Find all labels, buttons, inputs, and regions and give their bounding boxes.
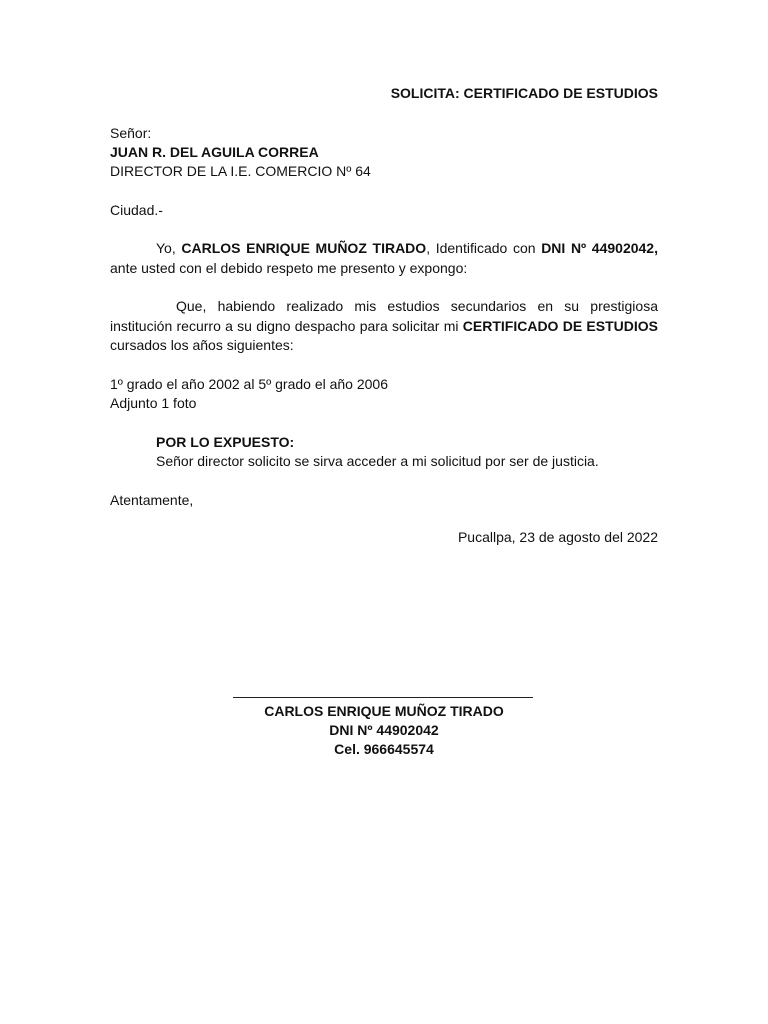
body-text-2: cursados los años siguientes: <box>110 337 294 353</box>
signature-dni: DNI Nº 44902042 <box>329 722 439 738</box>
intro-dni: DNI Nº 44902042, <box>541 240 658 256</box>
city-line: Ciudad.- <box>110 202 163 218</box>
intro-text-2: , Identificado con <box>426 240 542 256</box>
signature-line <box>233 697 533 698</box>
subject-line: SOLICITA: CERTIFICADO DE ESTUDIOS <box>390 85 658 101</box>
recipient-name: JUAN R. DEL AGUILA CORREA <box>110 144 319 160</box>
body-certificate: CERTIFICADO DE ESTUDIOS <box>462 317 658 334</box>
expuesto-heading: POR LO EXPUESTO: <box>156 434 295 450</box>
salutation: Señor: <box>110 125 152 141</box>
date-place: Pucallpa, 23 de agosto del 2022 <box>457 529 658 545</box>
intro-paragraph <box>110 239 658 278</box>
intro-text-3: ante usted con el debido respeto me presento y expongo: <box>110 259 468 276</box>
signature-cel: Cel. 966645574 <box>334 741 434 757</box>
body-text-1: Que, habiendo realizado mis estudios secundarios en su prestigiosa institución recurro a su digno despacho para solicitar mi <box>110 298 658 334</box>
expuesto-text: Señor director solicito se sirva acceder a mi solicitud por ser de justicia. <box>156 453 599 469</box>
closing-line: Atentamente, <box>110 492 194 508</box>
intro-text-1: Yo, <box>156 240 182 256</box>
intro-applicant-name: CARLOS ENRIQUE MUÑOZ TIRADO <box>181 240 427 256</box>
body-paragraph <box>110 297 658 356</box>
attachment-line: Adjunto 1 foto <box>110 395 197 411</box>
years-line: 1º grado el año 2002 al 5º grado el año 2006 <box>110 376 389 392</box>
signature-name: CARLOS ENRIQUE MUÑOZ TIRADO <box>264 703 504 719</box>
recipient-title: DIRECTOR DE LA I.E. COMERCIO Nº 64 <box>110 163 371 179</box>
